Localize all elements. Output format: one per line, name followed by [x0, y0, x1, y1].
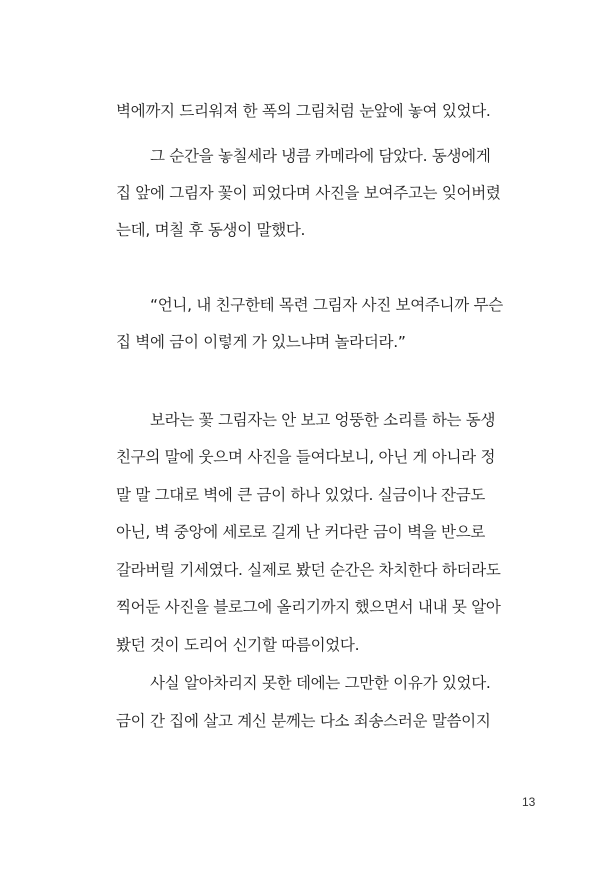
- text-line: 금이 간 집에 살고 계신 분께는 다소 죄송스러운 말씀이지: [116, 712, 491, 730]
- text-line: 사실 알아차리지 못한 데에는 그만한 이유가 있었다.: [150, 674, 491, 692]
- text-line: 친구의 말에 웃으며 사진을 들여다보니, 아닌 게 아니라 정: [116, 448, 496, 466]
- text-line: 벽에까지 드리워져 한 폭의 그림처럼 눈앞에 놓여 있었다.: [116, 102, 491, 120]
- text-line: 말 말 그대로 벽에 큰 금이 하나 있었다. 실금이나 잔금도: [116, 486, 486, 504]
- quote-line: 집 벽에 금이 이렇게 가 있느냐며 놀라더라.”: [116, 333, 406, 351]
- text-line: 보라는 꽃 그림자는 안 보고 엉뚱한 소리를 하는 동생: [150, 411, 496, 429]
- text-line: 봤던 것이 도리어 신기할 따름이었다.: [116, 636, 360, 654]
- text-line: 그 순간을 놓칠세라 냉큼 카메라에 담았다. 동생에게: [150, 147, 491, 165]
- text-line: 는데, 며칠 후 동생이 말했다.: [116, 221, 306, 239]
- text-line: 집 앞에 그림자 꽃이 피었다며 사진을 보여주고는 잊어버렸: [116, 184, 501, 202]
- page-number: 13: [522, 795, 536, 809]
- quote-line: “언니, 내 친구한테 목련 그림자 사진 보여주니까 무슨: [150, 296, 503, 314]
- text-line: 찍어둔 사진을 블로그에 올리기까지 했으면서 내내 못 알아: [116, 598, 501, 616]
- text-line: 갈라버릴 기세였다. 실제로 봤던 순간은 차치한다 하더라도: [116, 561, 501, 579]
- text-line: 아닌, 벽 중앙에 세로로 길게 난 커다란 금이 벽을 반으로: [116, 523, 486, 541]
